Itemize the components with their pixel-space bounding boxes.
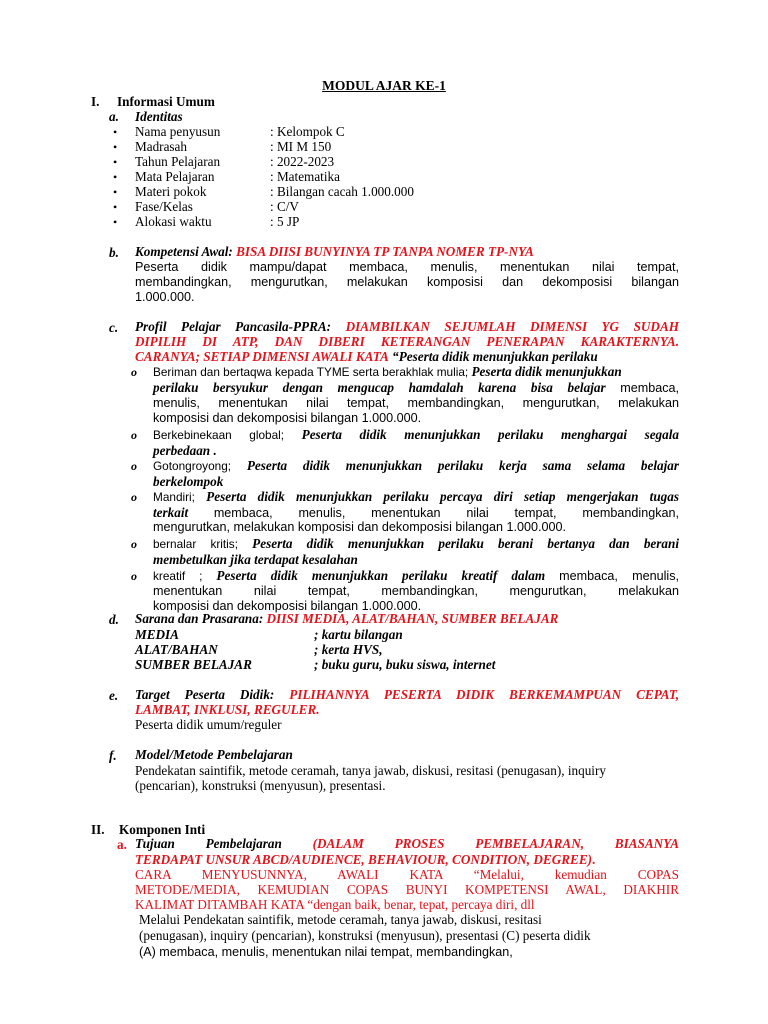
target-note: LAMBAT, INKLUSI, REGULER. <box>135 702 320 717</box>
identitas-key: Fase/Kelas <box>135 199 193 214</box>
profil-note: DIPILIH DI ATP, DAN DIBERI KETERANGAN PENERAPAN KARAKTERNYA. <box>135 334 679 349</box>
tujuan-letter: a. <box>117 837 127 852</box>
list-bullet: • <box>113 170 118 184</box>
dimension-desc: Peserta didik menunjukkan perilaku percaya diri setiap mengerjakan tugas <box>206 489 679 504</box>
list-bullet: o <box>131 459 137 473</box>
tujuan-note-line <box>135 852 595 868</box>
dimension-name: Gotongroyong; <box>153 459 232 473</box>
tujuan-text-line: (penugasan), inquiry (pencarian), konstruksi (menyusun), presentasi (C) peserta didik <box>139 928 591 943</box>
tujuan-heading-line <box>135 836 679 852</box>
sarana-heading-line <box>135 611 558 627</box>
sarana-letter: d. <box>109 612 119 627</box>
list-bullet: o <box>131 428 137 442</box>
tujuan-note: (DALAM PROSES PEMBELAJARAN, BIASANYA <box>312 836 680 851</box>
dimension-name: Beriman dan bertaqwa kepada TYME serta berakhlak mulia; <box>153 365 469 379</box>
tujuan-red-line: KALIMAT DITAMBAH KATA “dengan baik, benar, tepat, percaya diri, dll <box>135 897 535 912</box>
profil-item-line <box>153 427 679 443</box>
model-heading: Model/Metode Pembelajaran <box>135 747 293 762</box>
dimension-desc: Peserta didik menunjukkan perilaku kreatif dalam <box>216 568 546 583</box>
list-bullet: • <box>113 140 118 154</box>
profil-item-line <box>153 364 622 380</box>
kompetensi-text-line: Peserta didik mampu/dapat membaca, menulis, menentukan nilai tempat, <box>135 260 679 274</box>
tujuan-red-line: CARA MENYUSUNNYA, AWALI KATA “Melalui, kemudian COPAS <box>135 867 679 882</box>
target-letter: e. <box>109 688 119 703</box>
target-note: PILIHANNYA PESERTA DIDIK BERKEMAMPUAN CEPAT, <box>289 687 680 702</box>
dimension-desc: perilaku bersyukur dengan mengucap hamdalah karena bisa belajar <box>153 380 606 395</box>
dimension-name: Berkebinekaan global; <box>153 428 285 442</box>
profil-item-line: komposisi dan dekomposisi bilangan 1.000.000. <box>153 411 422 425</box>
identitas-value: : Kelompok C <box>270 124 345 139</box>
tujuan-heading: Pembelajaran <box>205 836 282 851</box>
sarana-value: ; kartu bilangan <box>314 627 403 642</box>
profil-letter: c. <box>109 320 119 335</box>
identitas-key: Alokasi waktu <box>135 214 212 229</box>
identitas-value: : 5 JP <box>270 214 300 229</box>
tujuan-note-end: . <box>592 852 596 867</box>
profil-item-line: perbedaan . <box>153 443 217 458</box>
identitas-value: : MI M 150 <box>270 139 332 154</box>
dimension-desc: membaca, menulis, <box>559 569 680 583</box>
section-2-number: II. <box>91 822 105 837</box>
list-bullet: • <box>113 200 118 214</box>
kompetensi-text-line: membandingkan, mengurutkan, melakukan komposisi dan dekomposisi bilangan <box>135 275 679 289</box>
identitas-heading: Identitas <box>135 109 183 124</box>
target-heading: Target Peserta Didik: <box>135 687 275 702</box>
profil-item-line <box>153 458 679 474</box>
page-title: MODUL AJAR KE-1 <box>322 78 446 93</box>
dimension-desc: terkait <box>153 505 189 520</box>
section-1-heading: Informasi Umum <box>117 94 215 109</box>
sarana-key: ALAT/BAHAN <box>135 642 218 657</box>
tujuan-text-line <box>139 944 513 960</box>
dimension-desc: Peserta didik menunjukkan <box>471 364 622 379</box>
profil-item-line: komposisi dan dekomposisi bilangan 1.000.000. <box>153 599 422 613</box>
list-bullet: o <box>131 365 137 379</box>
dimension-desc: membaca, menulis, menentukan nilai tempat, membandingkan, <box>213 506 680 520</box>
identitas-key: Nama penyusun <box>135 124 221 139</box>
profil-note-quote: “Peserta didik menunjukkan perilaku <box>392 349 598 364</box>
sarana-value: ; kerta HVS, <box>314 642 383 657</box>
tujuan-note: TERDAPAT UNSUR ABCD/AUDIENCE, BEHAVIOUR, CONDITION, DEGREE) <box>135 852 593 867</box>
profil-item-line: mengurutkan, melakukan komposisi dan dekomposisi bilangan 1.000.000. <box>153 520 567 534</box>
list-bullet: • <box>113 215 118 229</box>
profil-note-line <box>135 349 598 365</box>
section-1-number: I. <box>91 94 100 109</box>
model-text-line: Pendekatan saintifik, metode ceramah, tanya jawab, diskusi, resitasi (penugasan), inquiry <box>135 763 606 778</box>
profil-item-line <box>153 505 679 521</box>
identitas-value: : 2022-2023 <box>270 154 335 169</box>
sarana-key: SUMBER BELAJAR <box>135 657 252 672</box>
model-text-line: (pencarian), konstruksi (menyusun), presentasi. <box>135 778 386 793</box>
identitas-letter: a. <box>109 109 119 124</box>
dimension-desc: membaca, <box>620 381 680 395</box>
list-bullet: o <box>131 537 137 551</box>
profil-item-line <box>153 536 679 552</box>
identitas-value: : Matematika <box>270 169 340 184</box>
profil-note: DIAMBILKAN SEJUMLAH DIMENSI YG SUDAH <box>345 319 680 334</box>
tujuan-text-line: Melalui Pendekatan saintifik, metode ceramah, tanya jawab, diskusi, resitasi <box>139 912 542 927</box>
identitas-value: : Bilangan cacah 1.000.000 <box>270 184 414 199</box>
tujuan-heading: Tujuan <box>135 836 175 851</box>
kompetensi-heading: Kompetensi Awal: <box>135 244 233 259</box>
profil-item-line <box>153 568 679 584</box>
profil-item-line: menentukan nilai tempat, membandingkan, mengurutkan, melakukan <box>153 584 679 598</box>
profil-item-line: membetulkan jika terdapat kesalahan <box>153 552 358 567</box>
identitas-key: Tahun Pelajaran <box>135 154 221 169</box>
dimension-name: kreatif ; <box>153 569 203 583</box>
kompetensi-heading-line <box>135 244 534 260</box>
model-letter: f. <box>109 748 117 763</box>
profil-item-line <box>153 489 679 505</box>
identitas-key: Madrasah <box>135 139 187 154</box>
tujuan-text: (A) membaca, menulis, menentukan nilai tempat, membandingkan, <box>139 945 513 959</box>
sarana-value: ; buku guru, buku siswa, internet <box>314 657 496 672</box>
list-bullet: o <box>131 490 137 504</box>
profil-heading-line <box>135 319 679 335</box>
section-2-heading: Komponen Inti <box>119 822 206 837</box>
identitas-key: Materi pokok <box>135 184 207 199</box>
profil-item-line: berkelompok <box>153 474 224 489</box>
kompetensi-note: BISA DIISI BUNYINYA TP TANPA NOMER TP-NYA <box>236 244 534 259</box>
list-bullet: • <box>113 185 118 199</box>
dimension-name: bernalar kritis; <box>153 537 238 551</box>
profil-item-line: menulis, menentukan nilai tempat, membandingkan, mengurutkan, melakukan <box>153 396 679 410</box>
target-text: Peserta didik umum/reguler <box>135 717 282 732</box>
sarana-note: DIISI MEDIA, ALAT/BAHAN, SUMBER BELAJAR <box>266 611 559 626</box>
list-bullet: o <box>131 569 137 583</box>
list-bullet: • <box>113 125 118 139</box>
dimension-name: Mandiri; <box>153 490 195 504</box>
dimension-desc: Peserta didik menunjukkan perilaku menghargai segala <box>301 427 680 442</box>
kompetensi-text-line: 1.000.000. <box>135 290 195 304</box>
identitas-value: : C/V <box>270 199 299 214</box>
target-heading-line <box>135 687 679 703</box>
profil-heading: Profil Pelajar Pancasila-PPRA: <box>135 319 332 334</box>
profil-item-line <box>153 380 679 396</box>
sarana-heading: Sarana dan Prasarana: <box>135 611 264 626</box>
kompetensi-letter: b. <box>109 245 119 260</box>
dimension-desc: Peserta didik menunjukkan perilaku berani bertanya dan berani <box>252 536 680 551</box>
profil-note: CARANYA; SETIAP DIMENSI AWALI KATA <box>135 349 389 364</box>
sarana-key: MEDIA <box>135 627 179 642</box>
identitas-key: Mata Pelajaran <box>135 169 215 184</box>
tujuan-red-line: METODE/MEDIA, KEMUDIAN COPAS BUNYI KOMPETENSI AWAL, DIAKHIR <box>135 882 679 897</box>
dimension-desc: Peserta didik menunjukkan perilaku kerja sama selama belajar <box>246 458 680 473</box>
list-bullet: • <box>113 155 118 169</box>
